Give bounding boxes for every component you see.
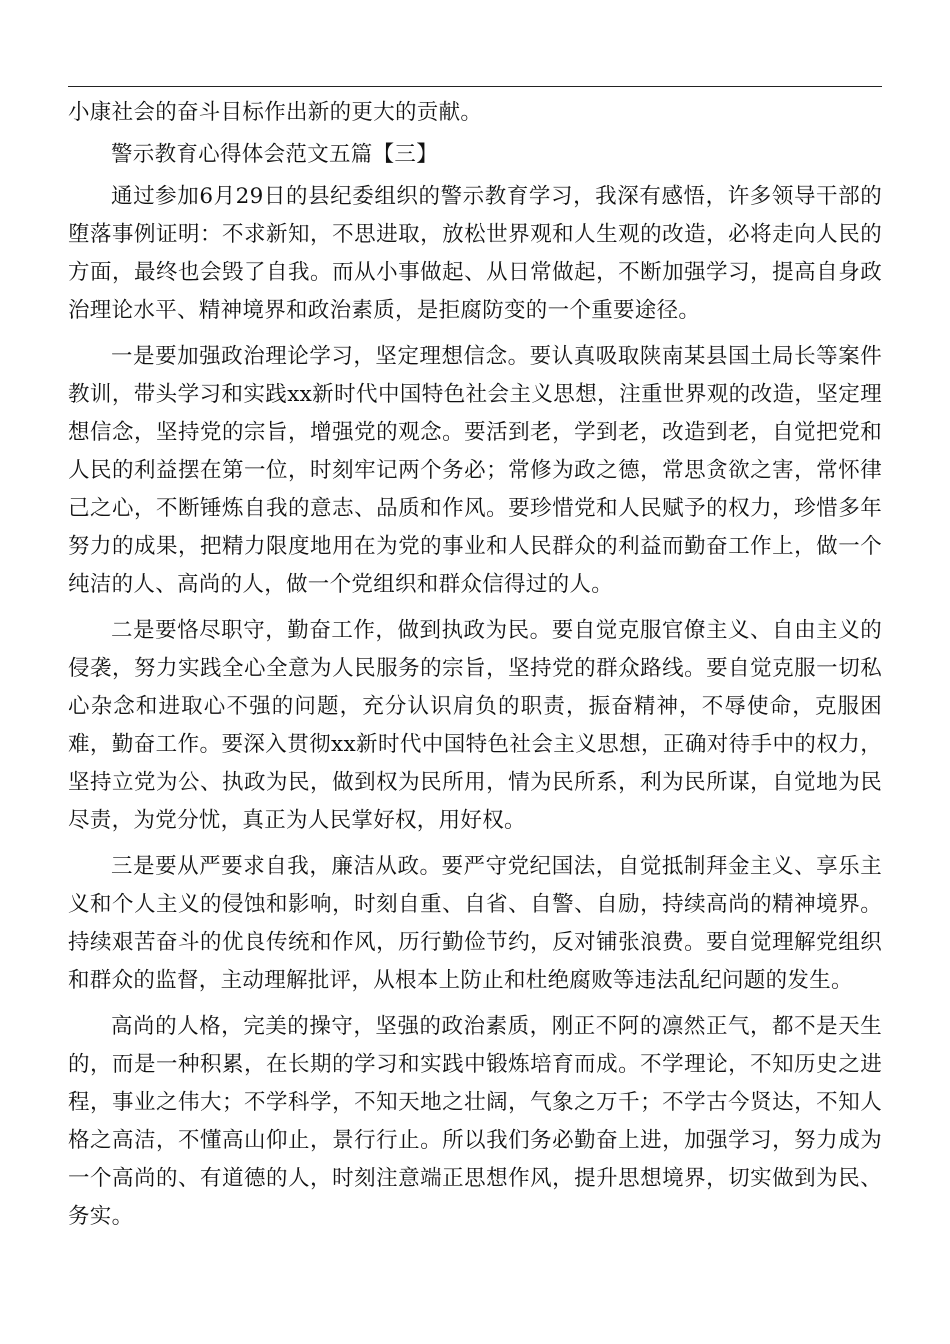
paragraph-point-two: 二是要恪尽职守，勤奋工作，做到执政为民。要自觉克服官僚主义、自由主义的侵袭，努力实践全心全意为人民服务的宗旨，坚持党的群众路线。要自觉克服一切私心杂念和进取心不强的问题，充分认识肩负的职责，振奋精神，不辱使命，克服困难，勤奋工作。要深入贯彻xx新时代中国特色社会主义思想，正确对待手中的权力，坚持立党为公、执政为民，做到权为民所用，情为民所系，利为民所谋，自觉地为民尽责，为党分忧，真正为人民掌好权，用好权。 <box>68 618 882 833</box>
document-body <box>68 94 882 1236</box>
paragraph-point-one: 一是要加强政治理论学习，坚定理想信念。要认真吸取陕南某县国土局长等案件教训，带头学习和实践xx新时代中国特色社会主义思想，注重世界观的改造，坚定理想信念，坚持党的宗旨，增强党的观念。要活到老，学到老，改造到老，自觉把党和人民的利益摆在第一位，时刻牢记两个务必；常修为政之德，常思贪欲之害，常怀律己之心，不断锤炼自我的意志、品质和作风。要珍惜党和人民赋予的权力，珍惜多年努力的成果，把精力限度地用在为党的事业和人民群众的利益而勤奋工作上，做一个纯洁的人、高尚的人，做一个党组织和群众信得过的人。 <box>68 344 882 597</box>
header-rule <box>68 86 882 87</box>
paragraph-intro: 通过参加6月29日的县纪委组织的警示教育学习，我深有感悟，许多领导干部的堕落事例证明：不求新知，不思进取，放松世界观和人生观的改造，必将走向人民的方面，最终也会毁了自我。而从小事做起、从日常做起，不断加强学习，提高自身政治理论水平、精神境界和政治素质，是拒腐防变的一个重要途径。 <box>68 184 882 323</box>
paragraph-conclusion: 高尚的人格，完美的操守，坚强的政治素质，刚正不阿的凛然正气，都不是天生的，而是一种积累，在长期的学习和实践中锻炼培育而成。不学理论，不知历史之进程，事业之伟大；不学科学，不知天地之壮阔，气象之万千；不学古今贤达，不知人格之高洁，不懂高山仰止，景行行止。所以我们务必勤奋上进，加强学习，努力成为一个高尚的、有道德的人，时刻注意端正思想作风，提升思想境界，切实做到为民、务实。 <box>68 1014 882 1229</box>
continuation-text: 小康社会的奋斗目标作出新的更大的贡献。 <box>68 100 483 125</box>
section-heading: 警示教育心得体会范文五篇【三】 <box>111 142 439 167</box>
paragraph-point-three: 三是要从严要求自我，廉洁从政。要严守党纪国法，自觉抵制拜金主义、享乐主义和个人主义的侵蚀和影响，时刻自重、自省、自警、自励，持续高尚的精神境界。持续艰苦奋斗的优良传统和作风，历行勤俭节约，反对铺张浪费。要自觉理解党组织和群众的监督，主动理解批评，从根本上防止和杜绝腐败等违法乱纪问题的发生。 <box>68 854 882 993</box>
